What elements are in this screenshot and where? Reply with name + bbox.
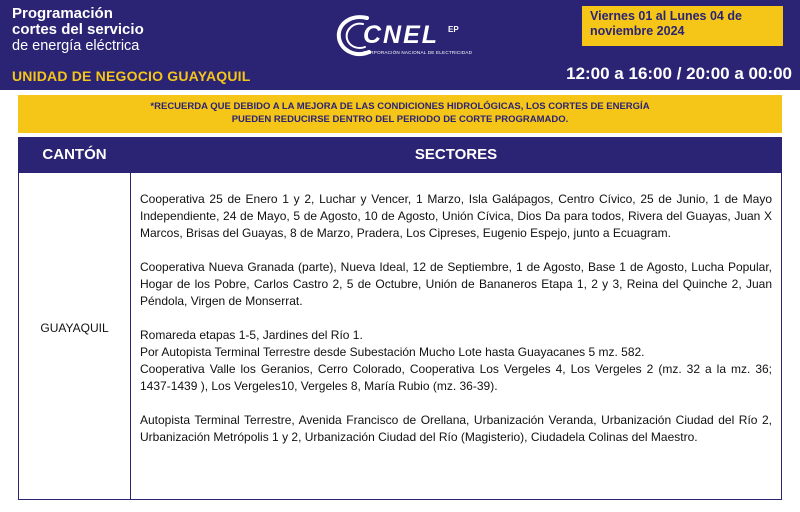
notice-banner [18, 95, 782, 133]
column-header-sectores: SECTORES [414, 146, 498, 163]
date-line-1: Viernes 01 al Lunes 04 de [590, 9, 742, 23]
title-line-1: Programación [12, 5, 113, 22]
sector-group: Autopista Terminal Terrestre, Avenida Francisco de Orellana, Urbanización Veranda, Urbanización Ciudad del Río 2, Urbanización Metrópolis 1 y 2, Urbanización Ciudad del Río (Magisterio), Ciudadela Colinas del Maestro. [140, 413, 772, 444]
date-range-box [582, 6, 783, 46]
sector-group: Romareda etapas 1-5, Jardines del Río 1. [140, 328, 363, 342]
logo-subtitle: CORPORACIÓN NACIONAL DE ELECTRICIDAD [363, 50, 473, 55]
sectors-cell [140, 191, 772, 463]
sector-group: Por Autopista Terminal Terrestre desde Subestación Mucho Lote hasta Guayacanes 5 mz. 582. [140, 345, 645, 359]
sector-group: Cooperativa Valle los Geranios, Cerro Colorado, Cooperativa Los Vergeles 4, Los Vergeles 2 (mz. 32 a la mz. 36; 1437-1439 ), Los Vergeles10, Vergeles 8, María Rubio (mz. 36-39). [140, 362, 772, 393]
logo-ep: EP [448, 25, 459, 34]
business-unit-label: UNIDAD DE NEGOCIO GUAYAQUIL [12, 68, 251, 84]
page-title [12, 6, 144, 54]
notice-line-1: *RECUERDA QUE DEBIDO A LA MEJORA DE LAS CONDICIONES HIDROLÓGICAS, LOS CORTES DE ENERGÍA [150, 101, 650, 112]
sector-group: Cooperativa Nueva Granada (parte), Nueva Ideal, 12 de Septiembre, 1 de Agosto, Base 1 de Agosto, Lucha Popular, Hogar de los Pobre, Carlos Castro 2, 5 de Octubre, Unión de Bananeros Etapa 1, 2 y 3, Reina del Quinche 2, Juan Péndola, Virgen de Monserrat. [140, 260, 772, 308]
logo-wordmark: CNEL [363, 21, 440, 49]
column-header-canton: CANTÓN [42, 146, 107, 163]
column-divider [130, 138, 131, 499]
header-divider [19, 172, 781, 173]
table-header-row [19, 138, 781, 172]
canton-cell: GUAYAQUIL [40, 321, 109, 335]
notice-line-2: PUEDEN REDUCIRSE DENTRO DEL PERIODO DE CORTE PROGRAMADO. [231, 114, 569, 125]
sector-group: Cooperativa 25 de Enero 1 y 2, Luchar y Vencer, 1 Marzo, Isla Galápagos, Centro Cívico, 25 de Junio, 1 de Mayo Independiente, 24 de Mayo, 5 de Agosto, 10 de Agosto, Unión Cívica, Dios Da para todos, Rivera del Guayas, Juan X Marcos, Brisas del Guayas, 8 de Marzo, Pradera, Los Cipreses, Eugenio Espejo, junto a Ecuagram. [140, 192, 772, 240]
title-line-2: cortes del servicio [12, 21, 144, 38]
date-line-2: noviembre 2024 [590, 24, 685, 38]
outage-table [18, 137, 782, 500]
schedule-hours: 12:00 a 16:00 / 20:00 a 00:00 [566, 64, 792, 83]
title-line-3: de energía eléctrica [12, 38, 140, 54]
cnel-logo [333, 12, 483, 62]
header-banner [0, 0, 800, 90]
